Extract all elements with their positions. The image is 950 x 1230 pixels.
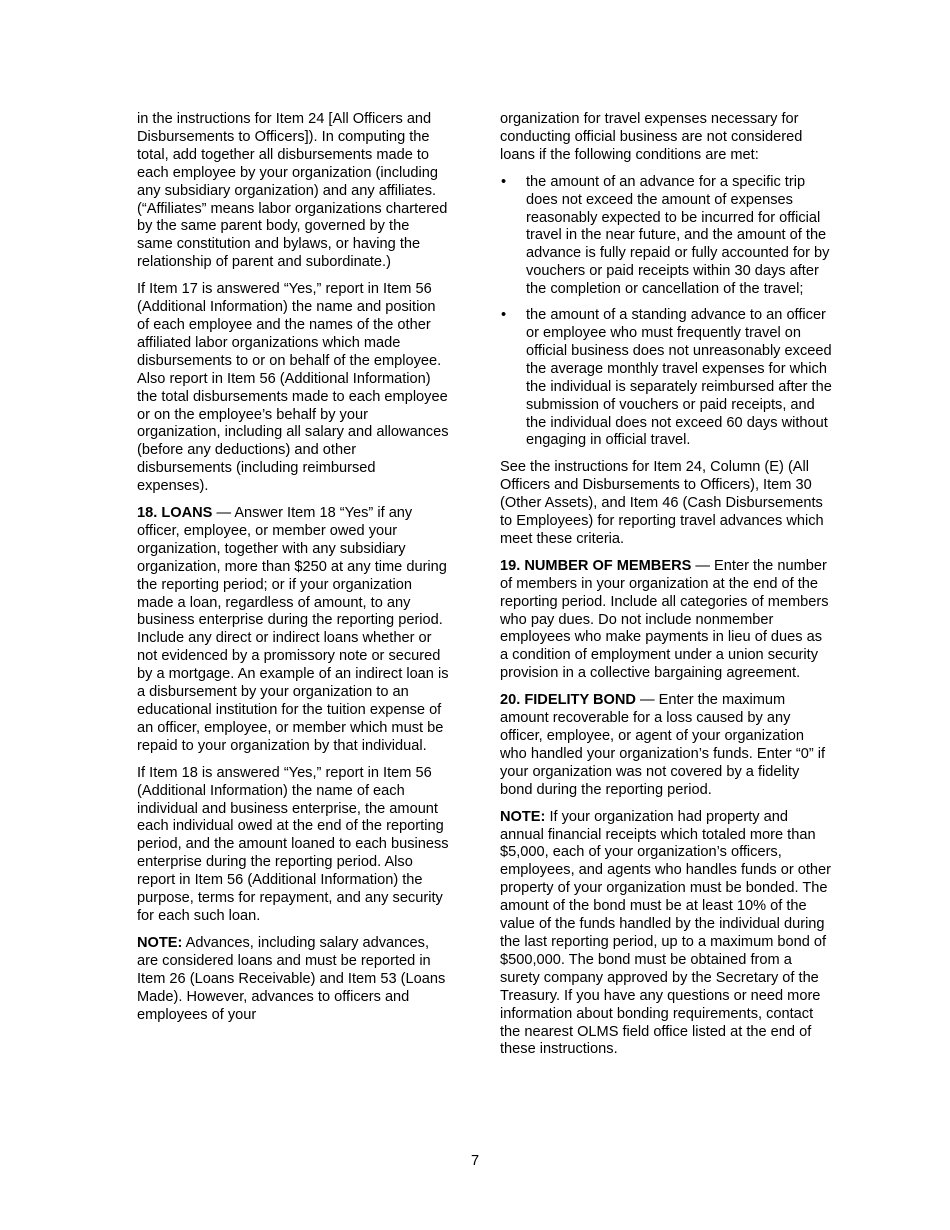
note-label: NOTE: — [137, 934, 183, 951]
note-text: If your organization had property and annual financial receipts which totaled more than $5,000, each of your organization’s officers, employees, and agents who handles funds or other property of your organization must be bonded. The amount of the bond must be at least 10% of the value of the funds handled by the individual during the last reporting period, up to a maximum bond of $500,000. The bond must be obtained from a surety company approved by the Secretary of the Treasury. If you have any questions or need more information about bonding requirements, contact the nearest OLMS field office listed at the end of these instructions. — [500, 808, 832, 1058]
list-item-text: the amount of a standing advance to an officer or employee who must frequently travel on official business does not unreasonably exceed the average monthly travel expenses for which the individual is separately reimbursed after the submission of vouchers or paid receipts, and the individual does not exceed 60 days without engaging in official travel. — [526, 307, 832, 449]
travel-advances-paragraph: See the instructions for Item 24, Column (E) (All Officers and Disbursements to Officers), Item 30 (Other Assets), and Item 46 (Cash Disbursements to Employees) for reporting travel advances which meet these criteria. — [500, 459, 824, 547]
bond-note-paragraph — [500, 809, 832, 1060]
list-item — [500, 307, 832, 450]
members-text: — Enter the number of members in your organization at the end of the reporting period. Include all categories of members who pay dues. Do not include nonmember employees who make payments in lieu of dues as a condition of employment under a union security provision in a collective bargaining agreement. — [500, 557, 829, 682]
note-text: Advances, including salary advances, are considered loans and must be reported in Item 26 (Loans Receivable) and Item 53 (Loans Made). However, advances to officers and employees of your — [137, 934, 446, 1023]
loans-paragraph — [137, 505, 449, 756]
right-column — [500, 111, 832, 1068]
loans-text: — Answer Item 18 “Yes” if any officer, employee, or member owed your organization, together with any subsidiary organization, more than $250 at any time during the reporting period; or if your organization made a loan, regardless of amount, to any business enterprise during the reporting period. Include any direct or indirect loans whether or not evidenced by a promissory note or secured by a mortgage. An example of an indirect loan is a disbursement by your organization to an educational institution for the tuition expense of an officer, employee, or member which must be repaid to your organization by that individual. — [137, 505, 449, 754]
advances-note-paragraph — [137, 935, 449, 1025]
bullet-icon: • — [501, 173, 507, 190]
list-item — [500, 174, 832, 299]
list-item-text: the amount of an advance for a specific trip does not exceed the amount of expenses reasonably expected to be incurred for official travel in the near future, and the amount of the advance is fully repaid or fully accounted for by vouchers or paid receipts within 30 days after the completion or cancellation of the travel; — [526, 173, 830, 298]
item17-continuation-paragraph: in the instructions for Item 24 [All Officers and Disbursements to Officers]). In computing the total, add together all disbursements made to each employee by your organization (including any subsidiary organization) and any affiliates. (“Affiliates” means labor organizations chartered by the same parent body, governed by the same constitution and bylaws, or having the relationship of parent and subordinate.) — [137, 111, 448, 271]
page-number: 7 — [470, 1153, 480, 1169]
fidelity-bond-heading: 20. FIDELITY BOND — [500, 692, 636, 709]
bullet-icon: • — [501, 307, 507, 324]
advances-continuation-paragraph: organization for travel expenses necessary for conducting official business are not considered loans if the following conditions are met: — [500, 111, 803, 163]
members-paragraph — [500, 558, 832, 683]
fidelity-bond-text: — Enter the maximum amount recoverable for a loss caused by any officer, employee, or agent of your organization who handled your organization’s funds. Enter “0” if your organization was not covered by a fidelity bond during the reporting period. — [500, 692, 826, 798]
note-label: NOTE: — [500, 808, 546, 825]
left-column — [137, 111, 449, 1033]
item18-yes-paragraph: If Item 18 is answered “Yes,” report in Item 56 (Additional Information) the name of each individual and business enterprise, the amount each individual owed at the end of the reporting period, and the amount loaned to each business enterprise during the reporting period. Also report in Item 56 (Additional Information) the purpose, terms for repayment, and any security for each such loan. — [137, 764, 449, 924]
conditions-list — [500, 174, 832, 451]
members-heading: 19. NUMBER OF MEMBERS — [500, 557, 692, 574]
fidelity-bond-paragraph — [500, 692, 832, 799]
loans-heading: 18. LOANS — [137, 505, 213, 522]
item17-yes-paragraph: If Item 17 is answered “Yes,” report in Item 56 (Additional Information) the name and position of each employee and the names of the other affiliated labor organizations which made disbursements to or on behalf of the employee. Also report in Item 56 (Additional Information) the total disbursements made to each employee or on the employee’s behalf by your organization, including all salary and allowances (before any deductions) and other disbursements (including reimbursed expenses). — [137, 281, 449, 495]
